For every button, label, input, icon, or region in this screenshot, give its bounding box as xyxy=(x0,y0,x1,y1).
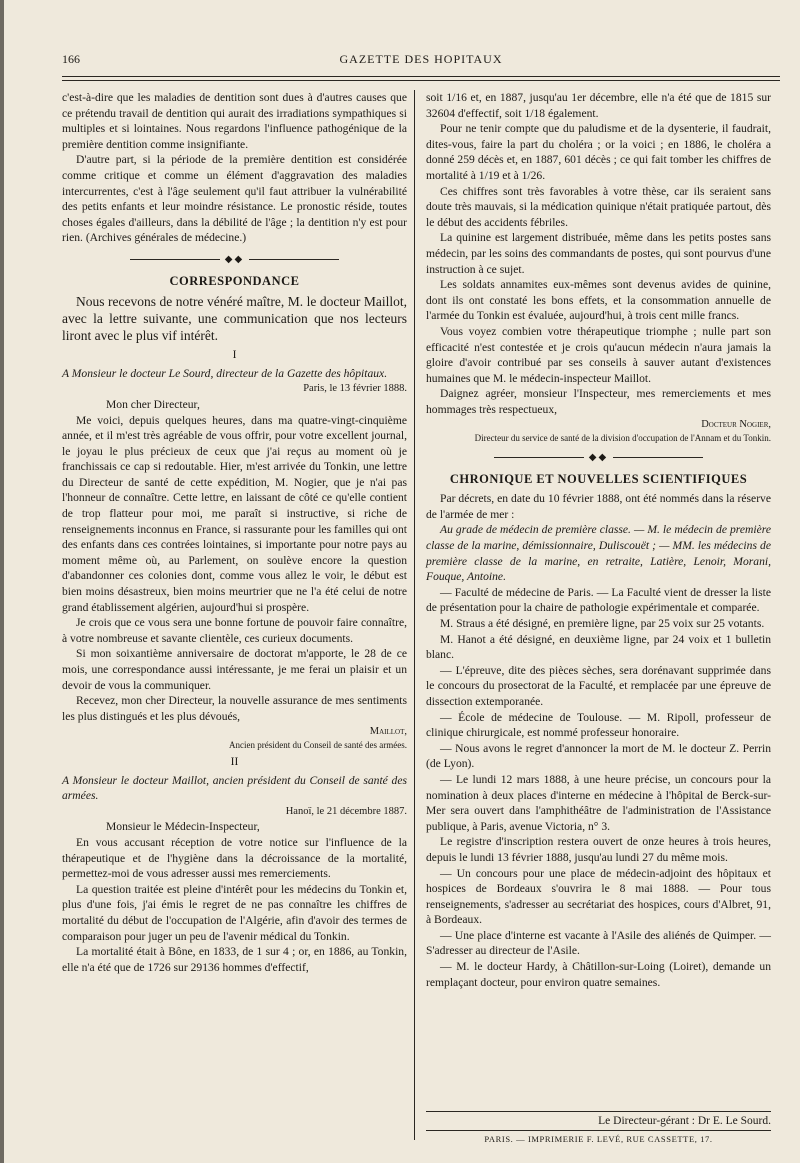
letter-date: Hanoï, le 21 décembre 1887. xyxy=(285,805,407,817)
paragraph: Vous voyez combien votre thérapeutique triomphe ; nulle part son efficacité n'est contestée et je crois qu'aucun médecin n'aura jamais la gloire d'avoir contribué par ses conseils à sauver autant d'existences humaines que M. le médecin-inspecteur Maillot. xyxy=(426,324,771,385)
column-separator xyxy=(414,90,415,1140)
right-column xyxy=(426,90,771,990)
signature-title: Directeur du service de santé de la division d'occupation de l'Annam et du Tonkin. xyxy=(474,433,771,444)
paragraph: — Nous avons le regret d'annoncer la mort de M. le docteur Z. Perrin (de Lyon). xyxy=(426,741,771,771)
paragraph: M. Hanot a été désigné, en deuxième ligne, par 24 voix et 1 bulletin blanc. xyxy=(426,632,771,662)
letter-address: A Monsieur le docteur Maillot, ancien président du Conseil de santé des armées. xyxy=(62,773,407,803)
lead-paragraph: Nous recevons de notre vénéré maître, M. le docteur Maillot, avec la lettre suivante, une communication que nos lecteurs liront avec le plus vif intérêt. xyxy=(62,294,407,344)
paragraph: Daignez agréer, monsieur l'Inspecteur, mes remerciements et mes hommages très respectueux, xyxy=(426,387,771,416)
page-number: 166 xyxy=(62,52,80,66)
header-rule xyxy=(62,76,780,77)
paragraph: — Faculté de médecine de Paris. — La Faculté vient de dresser la liste de présentation pour la chaire de pathologie expérimentale et comparée. xyxy=(426,585,771,615)
paragraph: Au grade de médecin de première classe. — M. le médecin de première classe de la marine, démissionnaire, Duliscouët ; — MM. les médecins de première classe de la marine, en retraite, Latière, Lenoir, Morani, Fouque, Antoine. xyxy=(426,523,771,584)
section-divider: ◆◆ xyxy=(426,450,771,466)
letter-date: Paris, le 13 février 1888. xyxy=(303,383,407,395)
imprimerie-line: PARIS. — IMPRIMERIE F. LEVÉ, RUE CASSETTE, 17. xyxy=(484,1134,713,1144)
paragraph: En vous accusant réception de votre notice sur l'influence de la thérapeutique et de l'hygiène dans la décroissance de la mortalité, permettez-moi de vous adresser aussi mes remerciements. xyxy=(62,835,407,881)
footer-rule xyxy=(426,1130,771,1131)
paragraph: — L'épreuve, dite des pièces sèches, sera dorénavant supprimée dans le concours du prosectorat de la Faculté, et remplacée par une épreuve de dissection extemporanée. xyxy=(426,663,771,708)
paragraph: — M. le docteur Hardy, à Châtillon-sur-Loing (Loiret), demande un remplaçant docteur, pour environ quatre semaines. xyxy=(426,960,771,989)
paragraph: D'autre part, si la période de la première dentition est considérée comme critique et comme un élément d'aggravation des maladies intercurrentes, c'est à l'âge seulement qu'il faut attribuer la vulnérabilité des petits enfants et leur moindre résistance. Le pronostic réside, toutes choses égales d'ailleurs, dans la débilité de l'âge ; la dentition n'y est pour rien. (Archives générales de médecine.) xyxy=(62,153,407,245)
paragraph: — Un concours pour une place de médecin-adjoint des hôpitaux et hospices de Bordeaux s'ouvrira le 8 mai 1888. — Pour tous renseignements, s'adresser au secrétariat des hospices, cours d'Albret, 91, à Bordeaux. xyxy=(426,866,771,927)
letter-number: II xyxy=(230,754,239,768)
section-heading-chronique: CHRONIQUE ET NOUVELLES SCIENTIFIQUES xyxy=(449,471,748,486)
paragraph: La mortalité était à Bône, en 1833, de 1 sur 4 ; or, en 1886, au Tonkin, elle n'a été que de 1726 sur 29136 hommes d'effectif, xyxy=(62,945,407,974)
paragraph: Je crois que ce vous sera une bonne fortune de pouvoir faire connaître, à votre nombreuse et savante clientèle, ces curieux documents. xyxy=(62,616,407,645)
paragraph: La quinine est largement distribuée, même dans les petits postes sans médecin, par les soins des commandants de postes, qui sont pourvus d'une instruction à ce sujet. xyxy=(426,231,771,276)
paragraph: Pour ne tenir compte que du paludisme et de la dysenterie, il faudrait, dites-vous, faire la part du choléra ; or la voici ; en 1886, le choléra a donné 259 décès et, en 1887, 601 décès ; ce qui fait tomber les chiffres de mortalité à 1/19 et à 1/26. xyxy=(426,122,771,182)
letter-number: I xyxy=(232,348,237,362)
signature-name: Docteur Nogier, xyxy=(701,419,771,431)
section-divider: ◆◆ xyxy=(62,252,407,268)
paragraph: c'est-à-dire que les maladies de dentition sont dues à d'autres causes que ce prétendu travail de dentition qui aurait des irradiations sympathiques si multiples et si lointaines. Nous regardons l'influence pathogénique de la première dentition comme insignifiante. xyxy=(62,91,407,151)
paragraph: — École de médecine de Toulouse. — M. Ripoll, professeur de clinique chirurgicale, est nommé professeur honoraire. xyxy=(426,710,771,740)
journal-title: GAZETTE DES HOPITAUX xyxy=(339,52,503,66)
section-heading-correspondance: CORRESPONDANCE xyxy=(169,273,300,288)
page-header xyxy=(62,52,780,72)
paragraph: La question traitée est pleine d'intérêt pour les médecins du Tonkin et, plus d'une fois, j'ai émis le regret de ne pas connaître les chiffres de mortalité du début de l'occupation de l'Algérie, afin d'avoir des termes de comparaison pour juger un peu de l'avenir médical du Tonkin. xyxy=(62,882,407,943)
paragraph: — Une place d'interne est vacante à l'Asile des aliénés de Quimper. — S'adresser au directeur de l'Asile. xyxy=(426,928,771,958)
signature-name: Maillot, xyxy=(369,726,407,738)
left-column xyxy=(62,90,407,975)
paragraph: Recevez, mon cher Directeur, la nouvelle assurance de mes sentiments les plus distingués et les plus dévoués, xyxy=(62,694,407,723)
signature-title: Ancien président du Conseil de santé des armées. xyxy=(229,739,407,750)
letter-salutation: Mon cher Directeur, xyxy=(106,397,200,411)
paragraph: Par décrets, en date du 10 février 1888, ont été nommés dans la réserve de l'armée de mer : xyxy=(426,492,771,521)
paragraph: Le registre d'inscription restera ouvert de onze heures à trois heures, depuis le lundi 13 février 1888, jusqu'au lundi 27 du même mois. xyxy=(426,835,771,864)
paragraph: — Le lundi 12 mars 1888, à une heure précise, un concours pour la nomination à deux places d'interne en médecine à l'hôpital de Berck-sur-Mer sera ouvert dans l'amphithéâtre de l'administration de l'Assistance publique, à Paris, avenue Victoria, n° 3. xyxy=(426,772,771,833)
paragraph: Si mon soixantième anniversaire de doctorat m'apporte, le 28 de ce mois, une correspondance aussi intéressante, je me ferai un plaisir et un devoir de vous la communiquer. xyxy=(62,647,407,692)
paragraph: M. Straus a été désigné, en première ligne, par 25 voix sur 25 votants. xyxy=(440,617,765,630)
paragraph: soit 1/16 et, en 1887, jusqu'au 1er décembre, elle n'a été que de 1815 sur 32604 d'effectif, soit 1/18 également. xyxy=(426,91,771,120)
directeur-gerant: Le Directeur-gérant : Dr E. Le Sourd. xyxy=(598,1115,771,1127)
paragraph: Les soldats annamites eux-mêmes sont devenus avides de quinine, dont ils ont constaté les bons effets, et la consommation annuelle de l'armée du Tonkin est évaluée, aujourd'hui, à trois cent mille francs. xyxy=(426,278,771,323)
header-rule-double xyxy=(62,80,780,81)
letter-salutation: Monsieur le Médecin-Inspecteur, xyxy=(106,820,260,834)
page-edge xyxy=(0,0,4,1163)
paragraph: Ces chiffres sont très favorables à votre thèse, car ils seraient sans doute très mauvais, si la médication quinique n'était pratiquée partout, dès le début des accidents fébriles. xyxy=(426,184,771,229)
paragraph: Me voici, depuis quelques heures, dans ma quatre-vingt-cinquième année, et il m'est très agréable de vous offrir, pour votre excellent journal, le joyau le plus précieux de ceux que j'ai reçus au moment où je franchissais ce cap si redoutable. Hier, m'est arrivée du Tonkin, une lettre du Directeur de santé de cette expédition, M. Nogier, que je n'ai pas l'honneur de connaître. Cette lettre, en laissant de côté ce qu'elle contient de trop flatteur pour moi, me paraît si instructive, si riche de renseignements inconnus en France, si rassurante pour les familles qui ont des enfants dans ces contrées lointaines, si importante pour notre pays au moment même où, au Parlement, on soulève encore la question d'abandonner ces colonies dont, comme vous allez le voir, le début est bien moins désastreux, bien moins meurtrier que ne l'a été celui de notre grand établissement algérien, aujourd'hui si prospère. xyxy=(62,413,407,614)
footer-rule xyxy=(426,1111,771,1112)
letter-address: A Monsieur le docteur Le Sourd, directeur de la Gazette des hôpitaux. xyxy=(62,366,388,380)
